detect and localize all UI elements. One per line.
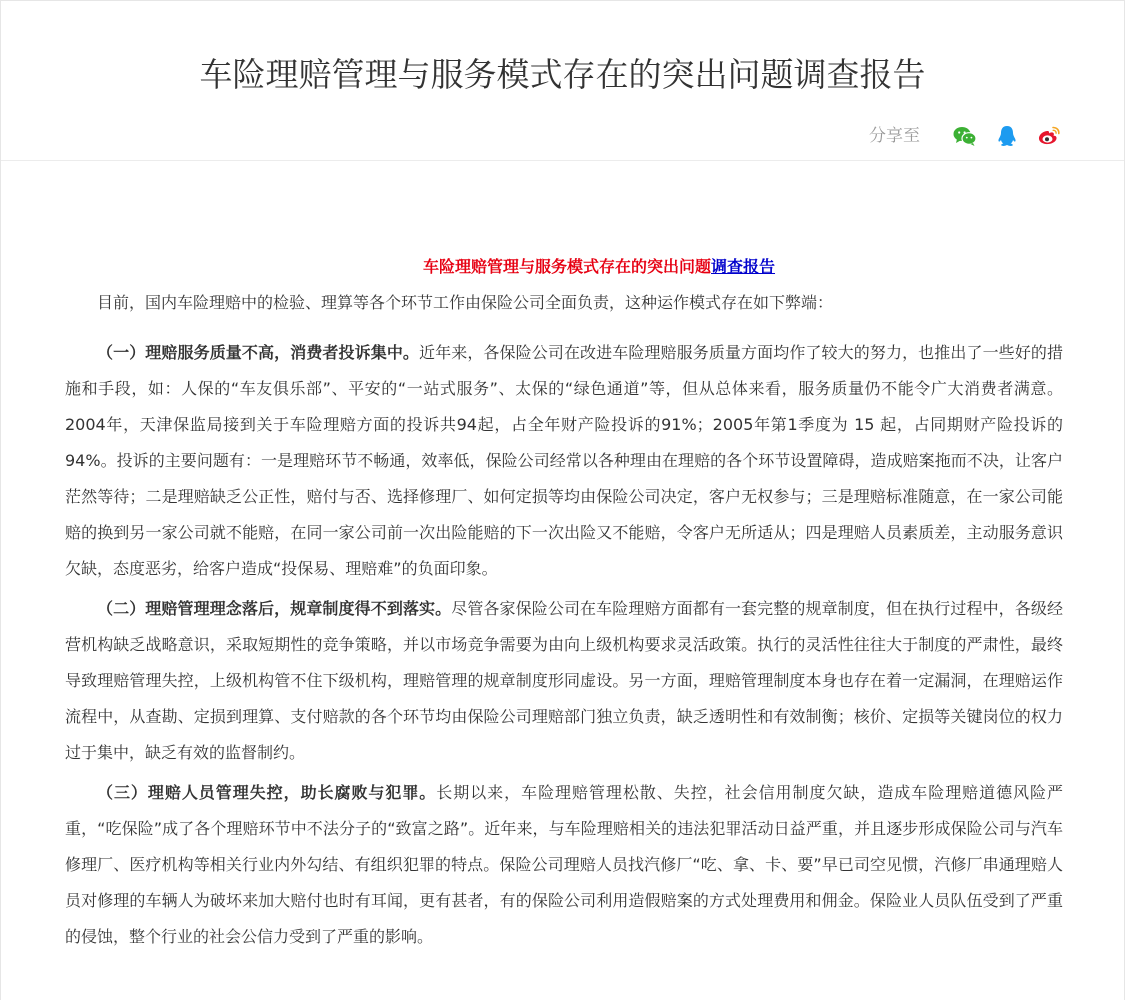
weibo-icon[interactable] (1036, 123, 1062, 149)
paragraph-section-3 (65, 775, 1063, 955)
share-bar (869, 121, 1062, 151)
article-subtitle (65, 249, 1063, 285)
subtitle-text: 车险理赔管理与服务模式存在的突出问题 (422, 257, 711, 276)
qq-icon[interactable] (994, 123, 1020, 149)
section-heading: （三）理赔人员管理失控，助长腐败与犯罪。 (97, 783, 437, 802)
section-heading: （一）理赔服务质量不高，消费者投诉集中。 (97, 343, 420, 362)
report-link[interactable]: 调查报告 (711, 257, 776, 276)
page-title: 车险理赔管理与服务模式存在的突出问题调查报告 (199, 55, 926, 94)
paragraph-text: 长期以来，车险理赔管理松散、失控，社会信用制度欠缺，造成车险理赔道德风险严重，“吃保险”成了各个理赔环节中不法分子的“致富之路”。近年来，与车险理赔相关的违法犯罪活动日益严重，并且逐步形成保险公司与汽车修理厂、医疗机构等相关行业内外勾结、有组织犯罪的特点。保险公司理赔人员找汽修厂“吃、拿、卡、要”早已司空见惯，汽修厂串通理赔人员对修理的车辆人为破坏来加大赔付也时有耳闻，更有甚者，有的保险公司利用造假赔案的方式处理费用和佣金。保险业人员队伍受到了严重的侵蚀，整个行业的社会公信力受到了严重的影响。 (65, 783, 1063, 946)
article-body (65, 249, 1063, 959)
article-header (1, 1, 1124, 161)
paragraph-intro (65, 285, 1063, 321)
paragraph-section-2 (65, 591, 1063, 771)
paragraph-text: 近年来，各保险公司在改进车险理赔服务质量方面均作了较大的努力，也推出了一些好的措施和手段，如：人保的“车友俱乐部”、平安的“一站式服务”、太保的“绿色通道”等，但从总体来看，服务质量仍不能令广大消费者满意。2004年，天津保监局接到关于车险理赔方面的投诉共94起，占全年财产险投诉的91%；2005年第1季度为 15 起，占同期财产险投诉的94%。投诉的主要问题有：一是理赔环节不畅通，效率低，保险公司经常以各种理由在理赔的各个环节设置障碍，造成赔案拖而不决，让客户茫然等待；二是理赔缺乏公正性，赔付与否、选择修理厂、如何定损等均由保险公司决定，客户无权参与；三是理赔标准随意，在一家公司能赔的换到另一家公司就不能赔，在同一家公司前一次出险能赔的下一次出险又不能赔，令客户无所适从；四是理赔人员素质差，主动服务意识欠缺，态度恶劣，给客户造成“投保易、理赔难”的负面印象。 (65, 343, 1063, 578)
paragraph-text: 目前，国内车险理赔中的检验、理算等各个环节工作由保险公司全面负责，这种运作模式存在如下弊端： (97, 293, 834, 312)
share-label: 分享至 (869, 126, 920, 146)
paragraph-section-1 (65, 335, 1063, 587)
section-heading: （二）理赔管理理念落后，规章制度得不到落实。 (97, 599, 452, 618)
paragraph-text: 尽管各家保险公司在车险理赔方面都有一套完整的规章制度，但在执行过程中，各级经营机构缺乏战略意识，采取短期性的竞争策略，并以市场竞争需要为由向上级机构要求灵活政策。执行的灵活性往往大于制度的严肃性，最终导致理赔管理失控，上级机构管不住下级机构，理赔管理的规章制度形同虚设。另一方面，理赔管理制度本身也存在着一定漏洞，在理赔运作流程中，从查勘、定损到理算、支付赔款的各个环节均由保险公司理赔部门独立负责，缺乏透明性和有效制衡；核价、定损等关键岗位的权力过于集中，缺乏有效的监督制约。 (65, 599, 1063, 762)
wechat-icon[interactable] (952, 123, 978, 149)
